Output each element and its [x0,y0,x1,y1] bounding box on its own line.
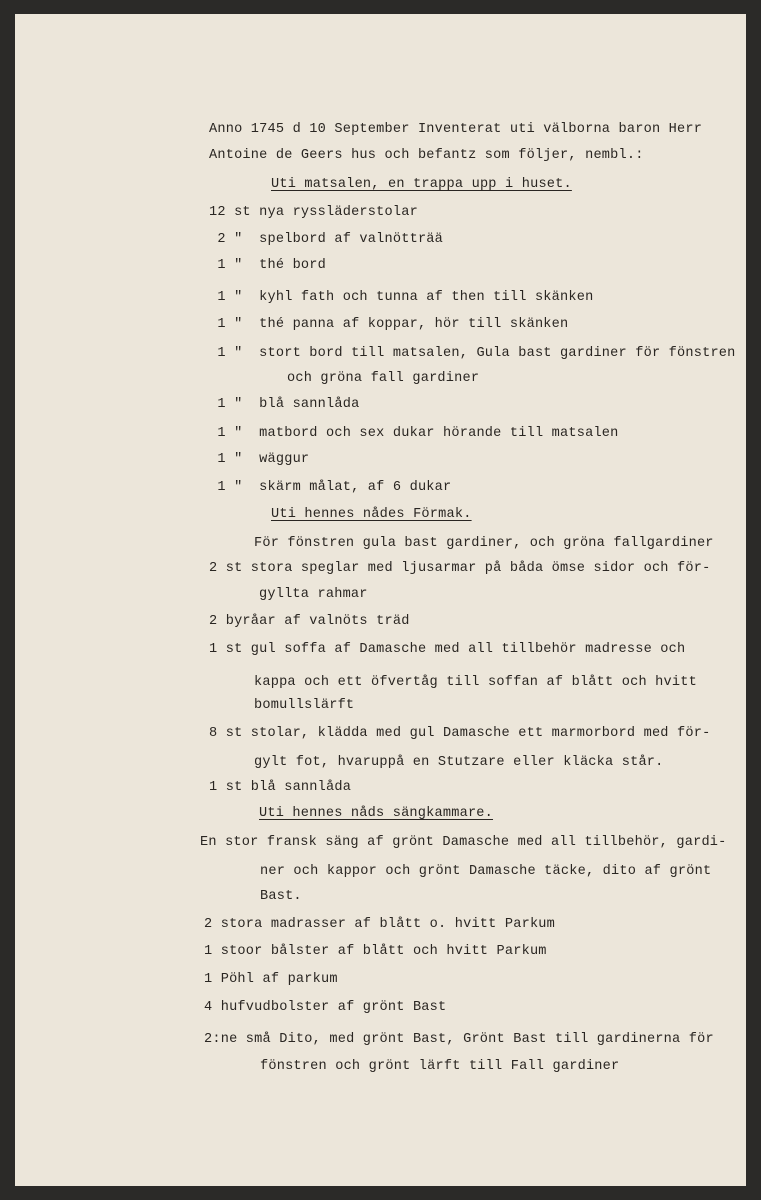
inventory-line: 8 st stolar, klädda med gul Damasche ett marmorbord med för- [209,726,711,741]
inventory-line: 4 hufvudbolster af grönt Bast [204,1000,447,1015]
inventory-line: 1 " skärm målat, af 6 dukar [209,480,452,495]
inventory-line-continued: Bast. [260,889,302,904]
inventory-line: 2:ne små Dito, med grönt Bast, Grönt Bast till gardinerna för [204,1032,714,1047]
inventory-line: 2 " spelbord af valnötträä [209,232,444,247]
inventory-line-continued: och gröna fall gardiner [287,371,480,386]
inventory-line: 12 st nya ryssläderstolar [209,205,418,220]
inventory-line: En stor fransk säng af grönt Damasche med all tillbehör, gardi- [200,835,727,850]
inventory-line: 2 byråar af valnöts träd [209,614,410,629]
heading-line-1: Anno 1745 d 10 September Inventerat uti välborna baron Herr [209,122,703,137]
heading-line-2: Antoine de Geers hus och befantz som följer, nembl.: [209,148,644,163]
inventory-line: 1 st gul soffa af Damasche med all tillbehör madresse och [209,642,686,657]
inventory-line: 2 stora madrasser af blått o. hvitt Parkum [204,917,556,932]
section-heading-matsalen: Uti matsalen, en trappa upp i huset. [271,177,572,192]
inventory-line: 1 st blå sannlåda [209,780,352,795]
inventory-line-continued: gyllta rahmar [259,587,368,602]
inventory-line: 1 " matbord och sex dukar hörande till matsalen [209,426,619,441]
inventory-line: 1 " blå sannlåda [209,397,360,412]
inventory-line-continued: kappa och ett öfvertåg till soffan af blått och hvitt [254,675,697,690]
inventory-line-continued: gylt fot, hvaruppå en Stutzare eller kläcka står. [254,755,664,770]
inventory-line: 1 " kyhl fath och tunna af then till skänken [209,290,594,305]
inventory-line: 1 " stort bord till matsalen, Gula bast gardiner för fönstren [209,346,736,361]
inventory-line: 1 stoor bålster af blått och hvitt Parkum [204,944,547,959]
inventory-line-continued: bomullslärft [254,698,355,713]
inventory-line: 2 st stora speglar med ljusarmar på båda ömse sidor och för- [209,561,711,576]
inventory-line: För fönstren gula bast gardiner, och gröna fallgardiner [254,536,714,551]
inventory-line-continued: ner och kappor och grönt Damasche täcke, dito af grönt [260,864,712,879]
inventory-line: 1 " thé panna af koppar, hör till skänken [209,317,569,332]
inventory-line: 1 " wäggur [209,452,310,467]
section-heading-sangkammare: Uti hennes nåds sängkammare. [259,806,494,821]
inventory-line-continued: fönstren och grönt lärft till Fall gardiner [260,1059,620,1074]
inventory-line: 1 " thé bord [209,258,327,273]
section-heading-formak: Uti hennes nådes Förmak. [271,507,472,522]
document-page [15,14,746,1186]
inventory-line: 1 Pöhl af parkum [204,972,338,987]
